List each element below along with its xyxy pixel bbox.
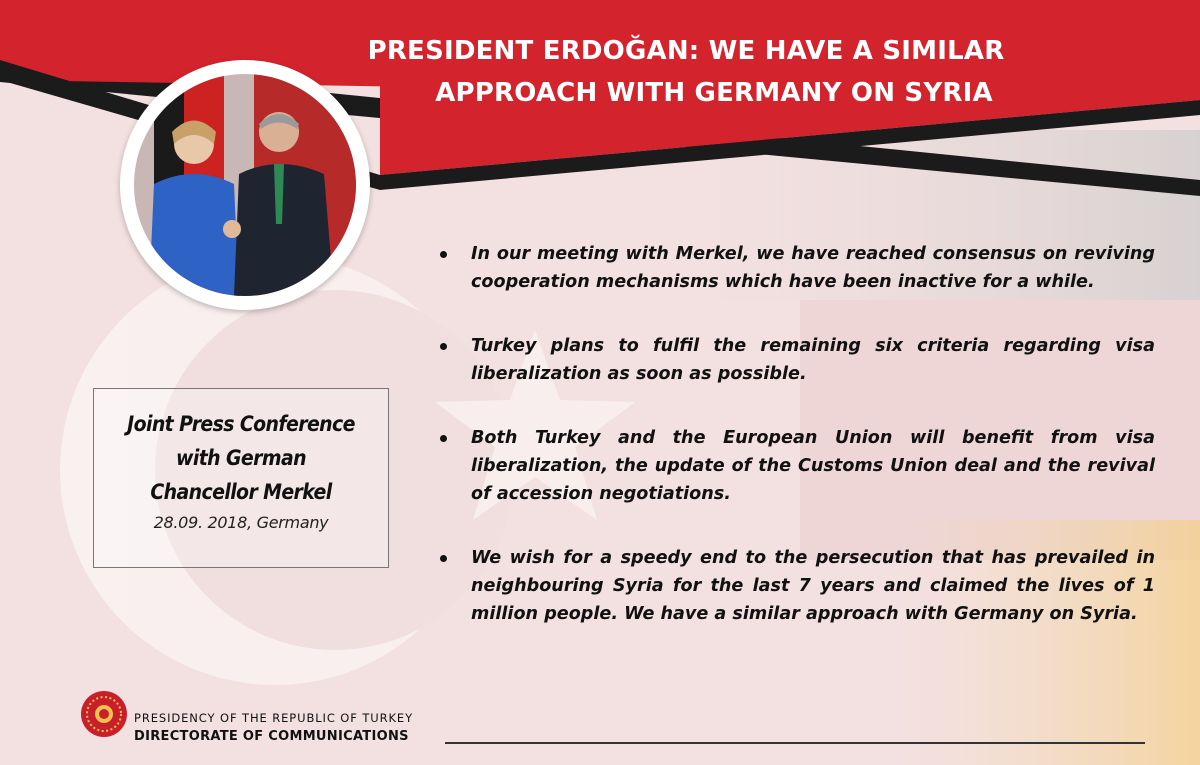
list-item xyxy=(440,240,1155,296)
bullet-text: Turkey plans to fulfil the remaining six criteria regarding visa liberalization as soon as possible. xyxy=(471,336,1155,384)
footer-divider xyxy=(445,742,1145,744)
event-title-line: Chancellor Merkel xyxy=(150,480,332,504)
bullet-icon xyxy=(440,435,447,442)
leaders-photo xyxy=(120,60,370,310)
event-title-line: with German xyxy=(176,446,306,470)
footer-line-2: DIRECTORATE OF COMMUNICATIONS xyxy=(134,729,409,744)
event-info-box xyxy=(93,388,389,568)
bullet-icon xyxy=(440,343,447,350)
headline-line-2: APPROACH WITH GERMANY ON SYRIA xyxy=(435,78,993,108)
headline-line-1: PRESIDENT ERDOĞAN: WE HAVE A SIMILAR xyxy=(367,36,1005,66)
event-title-line: Joint Press Conference xyxy=(127,412,355,436)
bullet-icon xyxy=(440,555,447,562)
bullet-text: In our meeting with Merkel, we have reached consensus on reviving cooperation mechanisms which have been inactive for a while. xyxy=(471,244,1155,292)
bullet-text: Both Turkey and the European Union will benefit from visa liberalization, the update of the Customs Union deal and the revival of accession negotiations. xyxy=(471,428,1155,504)
event-title xyxy=(94,407,388,509)
presidential-seal-icon xyxy=(80,690,128,738)
footer-organization xyxy=(134,710,413,748)
headline xyxy=(330,30,1070,114)
list-item xyxy=(440,332,1155,388)
list-item xyxy=(440,544,1155,628)
footer-line-1: PRESIDENCY OF THE REPUBLIC OF TURKEY xyxy=(134,711,413,725)
event-date: 28.09. 2018, Germany xyxy=(153,513,329,532)
key-points-list xyxy=(440,240,1155,664)
bullet-text: We wish for a speedy end to the persecution that has prevailed in neighbouring Syria for the last 7 years and claimed the lives of 1 million people. We have a similar approach with Germany on Syria. xyxy=(471,548,1155,624)
list-item xyxy=(440,424,1155,508)
bullet-icon xyxy=(440,251,447,258)
